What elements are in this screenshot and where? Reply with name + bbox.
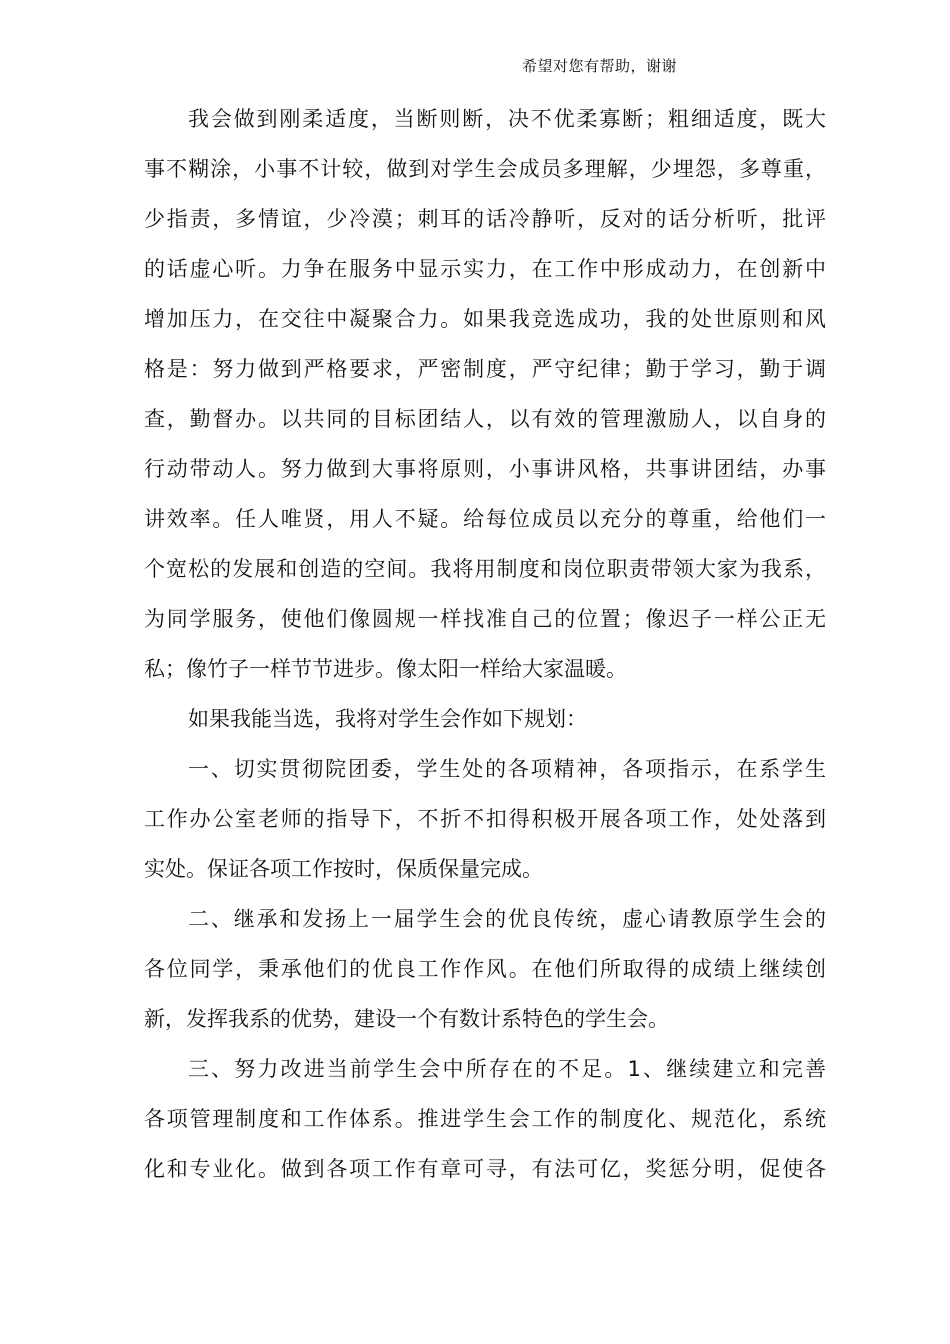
text-line: 如果我能当选，我将对学生会作如下规划：: [188, 707, 587, 731]
text-line: 讲效率。任人唯贤，用人不疑。给每位成员以充分的尊重，给他们一: [144, 507, 826, 531]
text-line: 新，发挥我系的优势，建设一个有数计系特色的学生会。: [144, 1007, 669, 1031]
text-line: 一、切实贯彻院团委，学生处的各项精神，各项指示，在系学生: [188, 757, 826, 781]
text-line: 二、继承和发扬上一届学生会的优良传统，虚心请教原学生会的: [188, 907, 826, 931]
text-line: 事不糊涂，小事不计较，做到对学生会成员多理解，少埋怨，多尊重，: [144, 157, 826, 181]
text-line: 的话虚心听。力争在服务中显示实力，在工作中形成动力，在创新中: [144, 257, 826, 281]
text-line: 工作办公室老师的指导下，不折不扣得积极开展各项工作，处处落到: [144, 807, 826, 831]
text-line: 少指责，多情谊，少冷漠；刺耳的话冷静听，反对的话分析听，批评: [144, 207, 826, 231]
text-line: 查，勤督办。以共同的目标团结人，以有效的管理激励人，以自身的: [144, 407, 826, 431]
text-line: 行动带动人。努力做到大事将原则，小事讲风格，共事讲团结，办事: [144, 457, 826, 481]
text-line: 各位同学，秉承他们的优良工作作风。在他们所取得的成绩上继续创: [144, 957, 826, 981]
document-body: [144, 94, 826, 1194]
text-line: 私；像竹子一样节节进步。像太阳一样给大家温暖。: [144, 657, 627, 681]
text-line: 实处。保证各项工作按时，保质保量完成。: [144, 857, 543, 881]
text-line: 格是：努力做到严格要求，严密制度，严守纪律；勤于学习，勤于调: [144, 357, 826, 381]
text-line: 个宽松的发展和创造的空间。我将用制度和岗位职责带领大家为我系，: [144, 557, 826, 581]
text-line: 我会做到刚柔适度，当断则断，决不优柔寡断；粗细适度，既大: [188, 107, 826, 131]
text-line: 为同学服务，使他们像圆规一样找准自己的位置；像迟子一样公正无: [144, 607, 826, 631]
text-line: 三、努力改进当前学生会中所存在的不足。1、继续建立和完善: [188, 1057, 826, 1081]
text-line: 增加压力，在交往中凝聚合力。如果我竞选成功，我的处世原则和风: [144, 307, 826, 331]
text-line: 各项管理制度和工作体系。推进学生会工作的制度化、规范化，系统: [144, 1107, 826, 1131]
page-header: 希望对您有帮助，谢谢: [522, 57, 678, 75]
text-line: 化和专业化。做到各项工作有章可寻，有法可亿，奖惩分明，促使各: [144, 1157, 826, 1181]
